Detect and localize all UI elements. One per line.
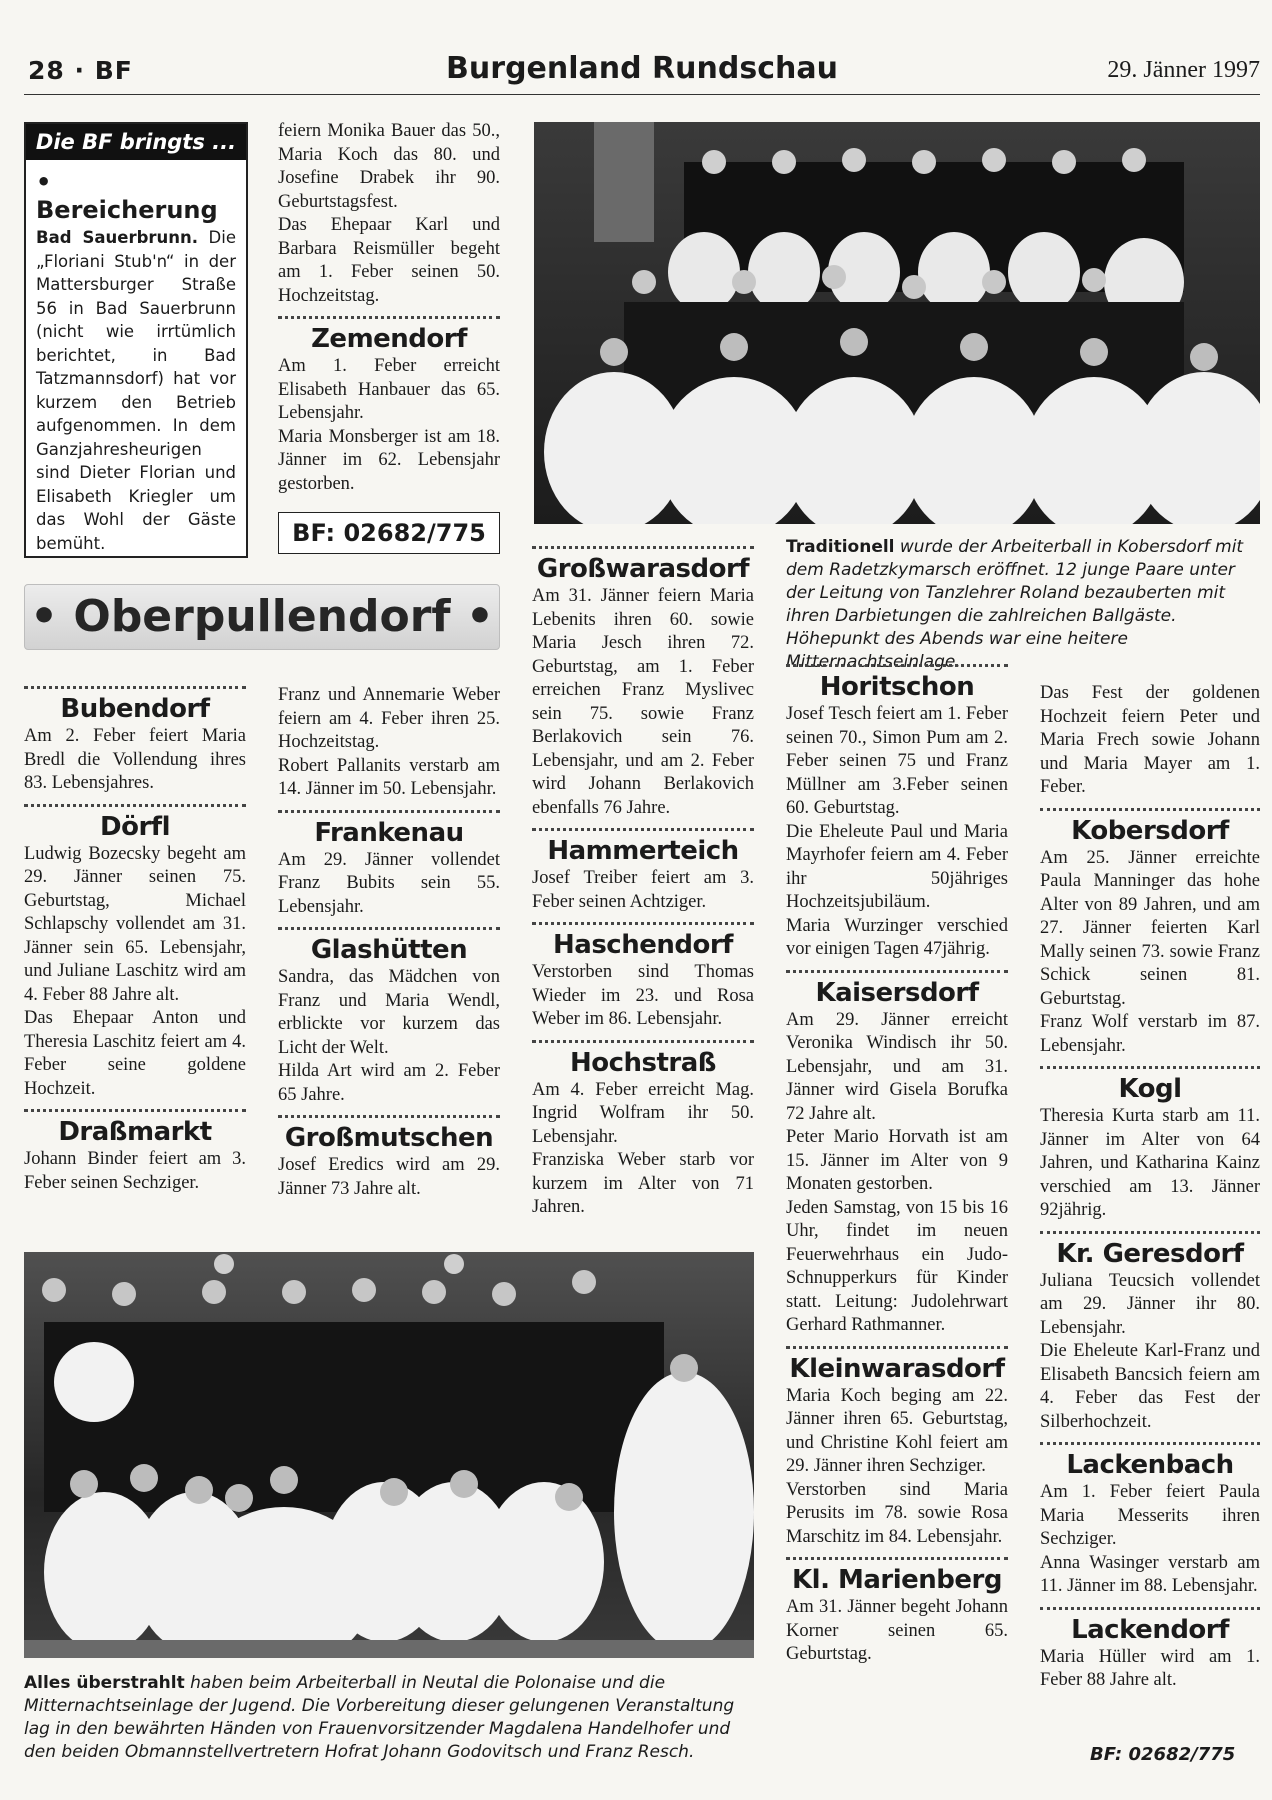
dotted-separator <box>278 810 500 813</box>
article-text: Franz Wolf verstarb im 87. Lebensjahr. <box>1040 1012 1260 1056</box>
place-heading: Bubendorf <box>60 694 210 724</box>
article-text: Sandra, das Mädchen von Franz und Maria Wendl, erblickte vor kurzem das Licht der Welt. <box>278 967 500 1058</box>
article-text: Theresia Kurta starb am 11. Jänner im Alter von 64 Jahren, und Katharina Kainz verschied am 13. Jänner 92jährig. <box>1040 1106 1260 1220</box>
ball-photo-neutal <box>24 1252 754 1658</box>
caption-text: haben beim Arbeiterball in Neutal die Polonaise und die Mitternachtseinlage der Jugend. Die Vorbereitung dieser gelungenen Veranstaltung lag in den bewährten Händen von Frauenvorsitzender Magdalena Handelhofer und den beiden Obmannstellvertretern Hofrat Johann Godovitsch und Franz Resch. <box>24 1673 735 1762</box>
dotted-separator <box>24 1109 246 1112</box>
column-5 <box>1040 682 1260 1693</box>
place-heading: Draßmarkt <box>58 1117 212 1147</box>
article-text: Johann Binder feiert am 3. Feber seinen Sechziger. <box>24 1149 246 1193</box>
phone-box: BF: 02682/775 <box>278 512 500 554</box>
place-heading: Großwarasdorf <box>536 554 750 584</box>
caption-lead: Alles überstrahlt <box>24 1673 185 1693</box>
article-text: Maria Monsberger ist am 18. Jänner im 62. Lebensjahr gestorben. <box>278 426 500 494</box>
article-text: Am 4. Feber erreicht Mag. Ingrid Wolfram ihr 50. Lebensjahr. <box>532 1079 754 1147</box>
dotted-separator <box>1040 808 1260 811</box>
article-text: Verstorben sind Maria Perusits im 78. sowie Rosa Marschitz im 84. Lebensjahr. <box>786 1479 1008 1547</box>
bf-info-box <box>24 122 248 558</box>
dotted-separator <box>1040 1231 1260 1234</box>
article-text: Am 1. Feber feiert Paula Maria Messerits ihren Sechziger. <box>1040 1482 1260 1549</box>
article-text: Josef Treiber feiert am 3. Feber seinen Achtziger. <box>532 868 754 912</box>
place-heading: Kl. Marienberg <box>792 1565 1002 1595</box>
dotted-separator <box>1040 1066 1260 1069</box>
article-text: Maria Wurzinger verschied vor einigen Tagen 47jährig. <box>786 915 1008 959</box>
article-text: Josef Tesch feiert am 1. Feber seinen 70., Simon Pum am 2. Feber seinen 75 und Franz Müllner am 3.Feber seinen 60. Geburtstag. <box>786 704 1008 818</box>
bf-box-lead: Bad Sauerbrunn. <box>36 228 199 247</box>
ball-photo-image <box>24 1252 754 1658</box>
article-text: Am 29. Jänner vollendet Franz Bubits sein 55. Lebensjahr. <box>278 849 500 917</box>
article-text: Am 29. Jänner erreicht Veronika Windisch ihr 50. Lebensjahr, und am 31. Jänner wird Gisela Borufka 72 Jahre alt. <box>786 1009 1008 1124</box>
article-text: Juliana Teucsich vollendet am 29. Jänner ihr 80. Lebensjahr. <box>1040 1270 1260 1338</box>
article-text: Am 25. Jänner erreichte Paula Manninger das hohe Alter von 89 Jahren, und am 27. Jänner feierten Karl Mally seinen 73. sowie Franz Schick seinen 81. Geburtstag. <box>1040 847 1260 1009</box>
dotted-separator <box>532 922 754 925</box>
dotted-separator <box>24 804 246 807</box>
dotted-separator <box>786 970 1008 973</box>
page-header <box>24 48 1260 95</box>
dotted-separator <box>278 927 500 930</box>
footer-phone-code: BF: 02682/775 <box>1090 1744 1236 1765</box>
article-text: Das Fest der goldenen Hochzeit feiern Peter und Maria Frech sowie Johann und Maria Mayer am 1. Feber. <box>1040 683 1260 797</box>
bf-box-subheading: • Bereicherung <box>36 168 218 224</box>
column-3 <box>532 546 754 1220</box>
place-heading: Kleinwarasdorf <box>789 1353 1005 1384</box>
article-text: Am 1. Feber erreicht Elisabeth Hanbauer das 65. Lebensjahr. <box>278 356 500 423</box>
place-heading: Horitschon <box>819 672 975 702</box>
place-heading: Hammerteich <box>547 836 739 866</box>
dotted-separator <box>786 1557 1008 1560</box>
column-4 <box>786 664 1008 1667</box>
dotted-separator <box>1040 1442 1260 1445</box>
bf-box-heading: Die BF bringts ... <box>26 124 246 160</box>
place-heading: Lackendorf <box>1071 1614 1229 1645</box>
article-text: Robert Pallanits verstarb am 14. Jänner im 50. Lebensjahr. <box>278 755 500 799</box>
article-text: Das Ehepaar Karl und Barbara Reismüller begeht am 1. Feber seinen 50. Hochzeitstag. <box>278 215 500 306</box>
dotted-separator <box>532 546 754 549</box>
place-heading: Frankenau <box>314 817 464 848</box>
dotted-separator <box>786 664 1008 667</box>
dotted-separator <box>532 828 754 831</box>
photo-caption-top <box>786 536 1260 674</box>
column-2-top <box>278 120 500 554</box>
article-text: Ludwig Bozecsky begeht am 29. Jänner seinen 75. Geburtstag, Michael Schlapschy vollendet am 31. Jänner sein 65. Lebensjahr, und Juliane Laschitz wird am 4. Feber 88 Jahre alt. <box>24 843 246 1005</box>
place-heading: Lackenbach <box>1066 1450 1234 1480</box>
article-text: Verstorben sind Thomas Wieder im 23. und Rosa Weber im 86. Lebensjahr. <box>532 962 754 1029</box>
article-text: Peter Mario Horvath ist am 15. Jänner im Alter von 9 Monaten gestorben. <box>786 1127 1008 1194</box>
region-banner: • Oberpullendorf • <box>24 584 500 650</box>
place-heading: Kaisersdorf <box>815 977 979 1008</box>
column-2 <box>278 684 500 1201</box>
bf-box-text <box>36 226 236 555</box>
place-heading: Glashütten <box>310 935 468 965</box>
place-heading: Kogl <box>1118 1074 1182 1104</box>
article-text: Am 2. Feber feiert Maria Bredl die Vollendung ihres 83. Lebensjahres. <box>24 726 246 793</box>
article-text: Josef Eredics wird am 29. Jänner 73 Jahre alt. <box>278 1155 500 1199</box>
place-heading: Kr. Geresdorf <box>1056 1238 1244 1269</box>
article-text: Am 31. Jänner begeht Johann Korner seinen 65. Geburtstag. <box>786 1597 1008 1664</box>
ball-photo-kobersdorf <box>534 122 1260 524</box>
article-text: Die Eheleute Karl-Franz und Elisabeth Bancsich feiern am 4. Feber das Fest der Silberhochzeit. <box>1040 1341 1260 1432</box>
article-text: Die Eheleute Paul und Maria Mayrhofer feiern am 4. Feber ihr 50jähriges Hochzeitsjubiläum. <box>786 821 1008 912</box>
place-heading: Kobersdorf <box>1071 815 1229 846</box>
article-text: Anna Wasinger verstarb am 11. Jänner im 88. Lebensjahr. <box>1040 1552 1260 1596</box>
place-heading: Dörfl <box>100 811 170 842</box>
dotted-separator <box>24 686 246 689</box>
article-text: feiern Monika Bauer das 50., Maria Koch das 80. und Josefine Drabek ihr 90. Geburtstagsfest. <box>278 121 500 212</box>
article-text: Maria Hüller wird am 1. Feber 88 Jahre alt. <box>1040 1646 1260 1690</box>
article-text: Jeden Samstag, von 15 bis 16 Uhr, findet im neuen Feuerwehrhaus ein Judo-Schnupperkurs für Kinder statt. Leitung: Judolehrwart Gerhard Rathmanner. <box>786 1197 1008 1335</box>
dotted-separator <box>278 1115 500 1118</box>
newspaper-title: Burgenland Rundschau <box>446 51 838 86</box>
article-text: Hilda Art wird am 2. Feber 65 Jahre. <box>278 1061 500 1105</box>
photo-caption-bottom <box>24 1672 754 1764</box>
caption-text: wurde der Arbeiterball in Kobersdorf mit dem Radetzkymarsch eröffnet. 12 junge Paare unter der Leitung von Tanzlehrer Roland bezauberten mit ihren Darbietungen die zahlreichen Ballgäste. Höhepunkt des Abends war eine heitere Mitternachtseinlage. <box>786 537 1244 672</box>
article-text: Franziska Weber starb vor kurzem im Alter von 71 Jahren. <box>532 1150 754 1217</box>
dotted-separator <box>1040 1607 1260 1610</box>
dotted-separator <box>278 316 500 319</box>
article-text: Das Ehepaar Anton und Theresia Laschitz feiert am 4. Feber seine goldene Hochzeit. <box>24 1008 246 1099</box>
bf-box-body: Die „Floriani Stub'n“ in der Mattersburger Straße 56 in Bad Sauerbrunn (nicht wie irrtümlich berichtet, in Bad Tatzmannsdorf) hat vor kurzem den Betrieb aufgenommen. In dem Ganzjahresheurigen sind Dieter Florian und Elisabeth Kriegler um das Wohl der Gäste bemüht. <box>36 228 236 553</box>
place-heading: Zemendorf <box>311 324 467 354</box>
dotted-separator <box>786 1346 1008 1349</box>
issue-date: 29. Jänner 1997 <box>1107 57 1260 83</box>
column-1 <box>24 686 246 1195</box>
dotted-separator <box>532 1040 754 1043</box>
caption-lead: Traditionell <box>786 537 895 557</box>
article-text: Franz und Annemarie Weber feiern am 4. Feber ihren 25. Hochzeitstag. <box>278 685 500 752</box>
place-heading: Haschendorf <box>553 930 733 960</box>
place-heading: Hochstraß <box>569 1047 716 1078</box>
ball-photo-image <box>534 122 1260 524</box>
page-number: 28 · BF <box>28 56 133 85</box>
place-heading: Großmutschen <box>284 1123 494 1153</box>
article-text: Maria Koch beging am 22. Jänner ihren 65. Geburtstag, und Christine Kohl feiert am 29. Jänner ihren Sechziger. <box>786 1385 1008 1476</box>
article-text: Am 31. Jänner feiern Maria Lebenits ihren 60. sowie Maria Jesch ihren 72. Geburtstag, am 1. Feber erreichen Franz Myslivec sein 75. sowie Franz Berlakovich sein 76. Lebensjahr, und am 2. Feber wird Johann Berlakovich ebenfalls 76 Jahre. <box>532 586 754 818</box>
